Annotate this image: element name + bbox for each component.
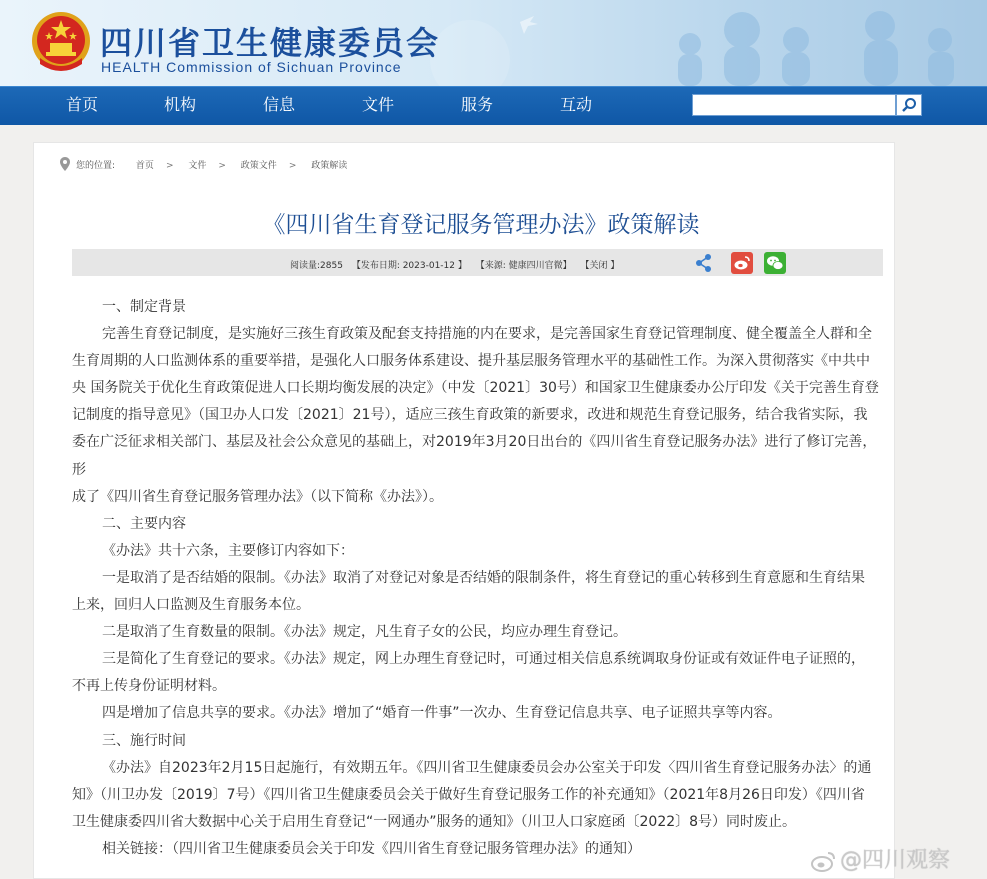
article-source: 【来源: 健康四川官微】 — [475, 261, 572, 271]
article-meta — [290, 258, 625, 271]
paragraph-line: 成了《四川省生育登记服务管理办法》（以下简称《办法》）。 — [72, 488, 443, 505]
paragraph-line: 三是简化了生育登记的要求。《办法》规定，网上办理生育登记时，可通过相关信息系统调取身份证或有效证件电子证照的， — [102, 651, 865, 668]
watermark-text: @四川观察 — [840, 848, 951, 873]
location-pin-icon — [60, 157, 70, 171]
nav-item-home[interactable]: 首页 — [66, 95, 99, 114]
nav-item-interaction[interactable]: 互动 — [560, 95, 593, 114]
paragraph-line: 生育周期的人口监测体系的重要举措，是强化人口服务体系建设、提升基层服务管理水平的基础性工作。为深入贯彻落实《中共中 — [72, 353, 870, 370]
weibo-watermark-icon — [810, 850, 836, 872]
share-weibo-button[interactable] — [731, 252, 753, 274]
breadcrumb-label: 您的位置: — [76, 161, 116, 171]
section-heading: 一、制定背景 — [102, 299, 186, 315]
nav-item-information[interactable]: 信息 — [263, 95, 296, 114]
national-emblem-icon — [30, 10, 92, 76]
site-header — [0, 0, 987, 86]
paragraph-line: 委在广泛征求相关部门、基层及社会公众意见的基础上，对2019年3月20日出台的《四川省生育登记服务办法》进行了修订完善，形 — [72, 434, 877, 478]
search-button[interactable] — [896, 94, 922, 116]
breadcrumb-separator: > — [288, 161, 297, 171]
breadcrumb — [60, 157, 351, 171]
paragraph-line: 一是取消了是否结婚的限制。《办法》取消了对登记对象是否结婚的限制条件，将生育登记的重心转移到生育意愿和生育结果 — [102, 569, 865, 586]
paragraph-line: 完善生育登记制度，是实施好三孩生育政策及配套支持措施的内在要求，是完善国家生育登记管理制度、健全覆盖全人群和全 — [102, 326, 872, 343]
wechat-icon — [764, 252, 786, 274]
publish-date: 【发布日期: 2023-01-12 】 — [351, 261, 467, 271]
watermark — [810, 843, 950, 874]
share-icon — [693, 252, 715, 274]
breadcrumb-separator: > — [165, 161, 174, 171]
breadcrumb-separator: > — [218, 161, 226, 171]
paragraph-line: 记制度的指导意见》（国卫办人口发〔2021〕21号），适应三孩生育政策的新要求，改进和规范生育登记服务，结合我省实际，我 — [72, 407, 868, 424]
nav-item-services[interactable]: 服务 — [461, 95, 494, 114]
paragraph-line: 卫生健康委四川省大数据中心关于启用生育登记“一网通办”服务的通知》（川卫人口家庭函〔2022〕8号）同时废止。 — [72, 813, 797, 830]
breadcrumb-item-home[interactable]: 首页 — [135, 161, 154, 171]
article-title: 《四川省生育登记服务管理办法》政策解读 — [262, 212, 700, 238]
paragraph-line: 二是取消了生育数量的限制。《办法》规定，凡生育子女的公民，均应办理生育登记。 — [102, 624, 627, 641]
breadcrumb-item-policy-interpretation[interactable]: 政策解读 — [311, 161, 348, 171]
section-heading: 三、施行时间 — [102, 732, 186, 749]
site-subtitle: HEALTH Commission of Sichuan Province — [101, 59, 402, 75]
breadcrumb-item-documents[interactable]: 文件 — [188, 161, 207, 171]
paragraph-line: 《办法》自2023年2月15日起施行，有效期五年。《四川省卫生健康委员会办公室关于印发〈四川省生育登记服务办法〉的通 — [102, 759, 872, 776]
share-wechat-button[interactable] — [764, 252, 786, 274]
breadcrumb-item-policy-documents[interactable]: 政策文件 — [240, 161, 277, 171]
section-heading: 二、主要内容 — [102, 515, 186, 532]
search-icon — [901, 97, 917, 113]
paragraph-line: 不再上传身份证明材料。 — [72, 678, 226, 695]
nav-item-documents[interactable]: 文件 — [362, 95, 395, 114]
nav-item-organization[interactable]: 机构 — [164, 95, 197, 114]
paragraph-line: 《办法》共十六条，主要修订内容如下： — [102, 542, 354, 559]
paragraph-line: 知》（川卫办发〔2019〕7号）《四川省卫生健康委员会关于做好生育登记服务工作的补充通知》（2021年8月26日印发）《四川省 — [72, 786, 865, 803]
site-title: 四川省卫生健康委员会 — [100, 24, 441, 62]
search-input[interactable] — [692, 94, 896, 116]
article-body — [72, 294, 880, 863]
paragraph-line: 央 国务院关于优化生育政策促进人口长期均衡发展的决定》（中发〔2021〕30号）和国家卫生健康委办公厅印发《关于完善生育登 — [72, 380, 879, 397]
share-button[interactable] — [693, 252, 715, 274]
close-link[interactable]: 【关闭 】 — [580, 261, 620, 271]
paragraph-line: 上来，回归人口监测及生育服务本位。 — [72, 597, 310, 614]
weibo-icon — [731, 252, 753, 274]
view-count: 阅读量:2855 — [290, 261, 343, 271]
related-link[interactable]: 相关链接：（四川省卫生健康委员会关于印发《四川省生育登记服务管理办法》的通知） — [102, 840, 641, 857]
paragraph-line: 四是增加了信息共享的要求。《办法》增加了“婚育一件事”一次办、生育登记信息共享、电子证照共享等内容。 — [102, 705, 782, 722]
